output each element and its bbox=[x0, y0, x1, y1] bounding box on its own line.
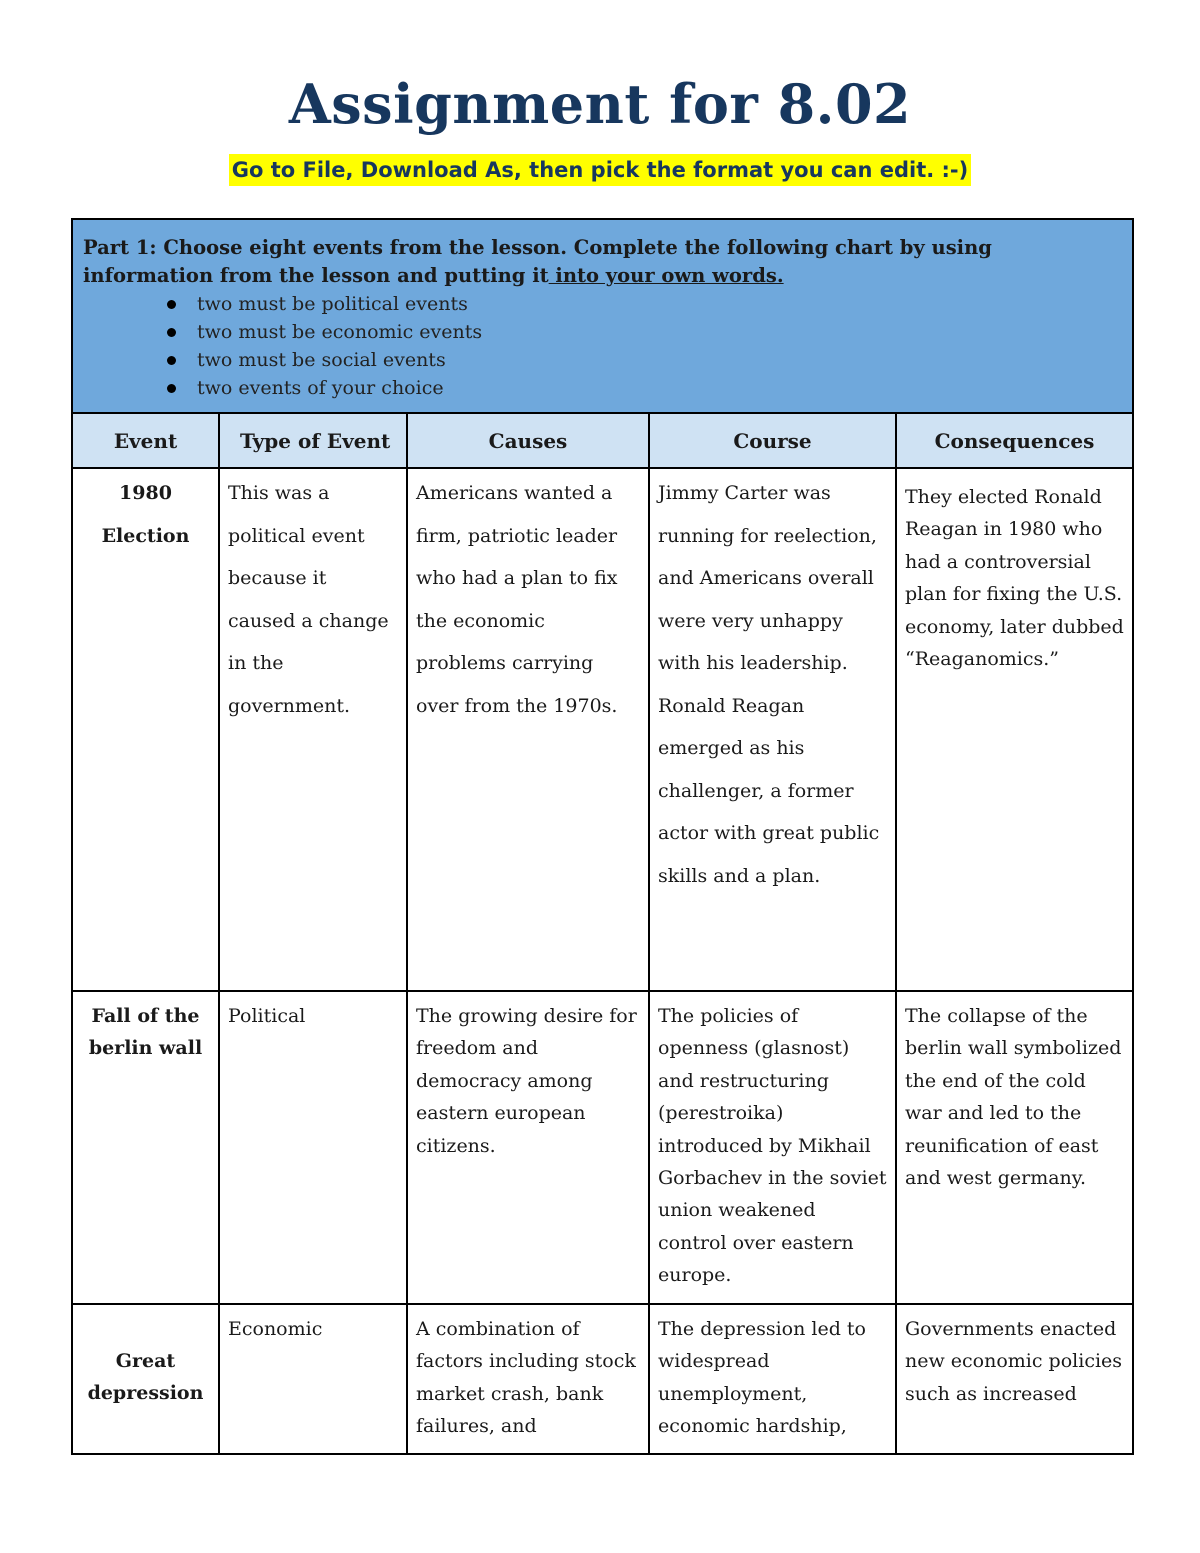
type-cell: This was a political event because it caused a change in the government. bbox=[219, 468, 407, 991]
part-instructions-cell bbox=[72, 219, 1133, 413]
consequences-cell: They elected Ronald Reagan in 1980 who had a controversial plan for fixing the U.S. economy, later dubbed “Reaganomics.” bbox=[896, 468, 1133, 991]
part-heading bbox=[83, 234, 1122, 290]
course-cell: The policies of openness (glasnost) and restructuring (perestroika) introduced by Mikhail Gorbachev in the soviet union weakened control over eastern europe. bbox=[649, 991, 896, 1304]
list-item: two must be economic events bbox=[197, 318, 1122, 346]
part-row bbox=[72, 219, 1133, 413]
table-header-row bbox=[72, 413, 1133, 468]
column-header-course: Course bbox=[649, 413, 896, 468]
type-cell: Political bbox=[219, 991, 407, 1304]
part-heading-underlined: into your own words. bbox=[548, 264, 784, 287]
causes-cell: The growing desire for freedom and democracy among eastern european citizens. bbox=[407, 991, 649, 1304]
table-row bbox=[72, 991, 1133, 1304]
page-title: Assignment for 8.02 bbox=[288, 72, 912, 136]
causes-cell: Americans wanted a firm, patriotic leader who had a plan to fix the economic problems carrying over from the 1970s. bbox=[407, 468, 649, 991]
course-cell: Jimmy Carter was running for reelection, and Americans overall were very unhappy with his leadership. Ronald Reagan emerged as his challenger, a former actor with great public skills and a plan. bbox=[649, 468, 896, 991]
list-item: two must be political events bbox=[197, 290, 1122, 318]
highlighted-instruction: Go to File, Download As, then pick the format you can edit. :-) bbox=[229, 154, 972, 186]
requirements-list bbox=[83, 290, 1122, 402]
list-item: two must be social events bbox=[197, 346, 1122, 374]
type-cell: Economic bbox=[219, 1304, 407, 1454]
causes-cell: A combination of factors including stock market crash, bank failures, and bbox=[407, 1304, 649, 1454]
column-header-type: Type of Event bbox=[219, 413, 407, 468]
consequences-cell: Governments enacted new economic policies such as increased bbox=[896, 1304, 1133, 1454]
event-cell: Fall of the berlin wall bbox=[72, 991, 219, 1304]
column-header-consequences: Consequences bbox=[896, 413, 1133, 468]
list-item: two events of your choice bbox=[197, 374, 1122, 402]
event-cell: Great depression bbox=[72, 1304, 219, 1454]
column-header-causes: Causes bbox=[407, 413, 649, 468]
events-chart bbox=[71, 218, 1134, 1455]
event-cell: 1980 Election bbox=[72, 468, 219, 991]
consequences-cell: The collapse of the berlin wall symbolized the end of the cold war and led to the reunification of east and west germany. bbox=[896, 991, 1133, 1304]
instruction-line bbox=[0, 154, 1200, 186]
table-row bbox=[72, 468, 1133, 991]
column-header-event: Event bbox=[72, 413, 219, 468]
table-row bbox=[72, 1304, 1133, 1454]
part-heading-text: Part 1: Choose eight events from the lesson. Complete the following chart by using information from the lesson and putting it bbox=[83, 236, 992, 287]
course-cell: The depression led to widespread unemployment, economic hardship, bbox=[649, 1304, 896, 1454]
